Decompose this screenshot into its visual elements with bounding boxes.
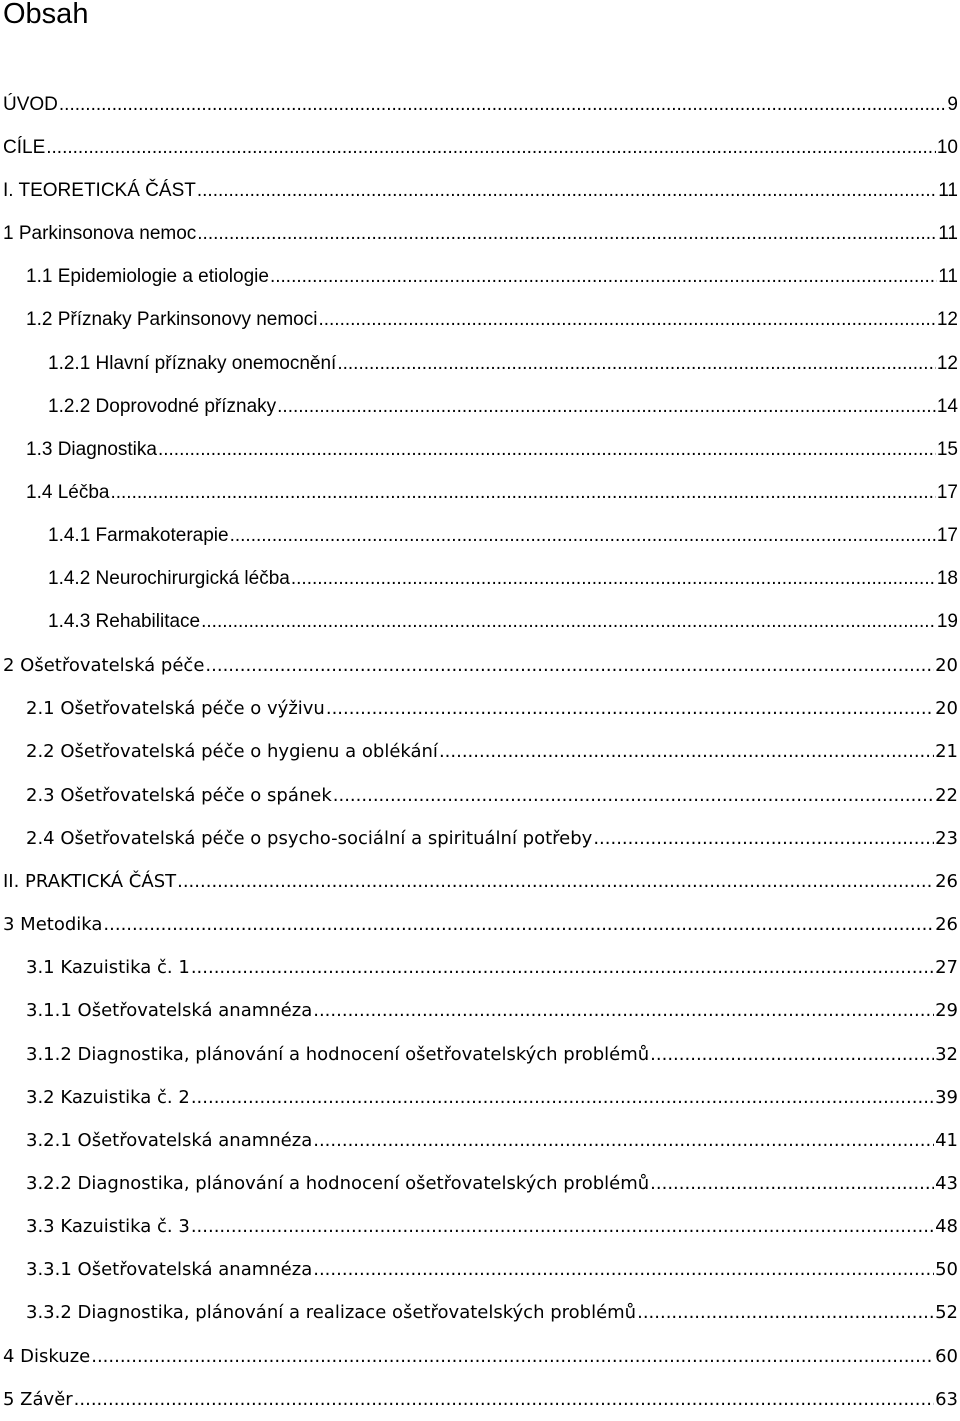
toc-entry-label: 1.2.2 Doprovodné příznaky [48, 395, 277, 417]
toc-entry[interactable] [0, 1291, 960, 1334]
toc-dot-leader [439, 741, 934, 762]
toc-dot-leader [59, 94, 947, 116]
toc-entry-page-number: 32 [935, 1043, 958, 1065]
toc-entry-page-number: 43 [935, 1172, 958, 1194]
toc-entry[interactable] [0, 687, 960, 730]
toc-entry-label: 3.3.2 Diagnostika, plánování a realizace ošetřovatelských problémů [26, 1302, 637, 1324]
toc-entry[interactable] [0, 989, 960, 1032]
toc-entry-page-number: 27 [935, 957, 958, 979]
toc-entry-label: 2.3 Ošetřovatelská péče o spánek [26, 784, 332, 806]
toc-entry-page-number: 10 [936, 136, 958, 158]
toc-entry[interactable] [0, 1335, 960, 1378]
toc-dot-leader [91, 1346, 934, 1367]
toc-entry-label: 3.3 Kazuistika č. 3 [26, 1216, 190, 1238]
toc-entry-label: 3.1.1 Ošetřovatelská anamnéza [26, 1000, 313, 1022]
toc-dot-leader [46, 137, 936, 159]
toc-entry-page-number: 12 [936, 309, 958, 331]
toc-entry-label: 4 Diskuze [3, 1345, 91, 1367]
toc-entry[interactable] [0, 946, 960, 989]
toc-entry[interactable] [0, 558, 960, 601]
toc-dot-leader [191, 957, 934, 978]
toc-entry-page-number: 23 [935, 827, 958, 849]
toc-dot-leader [201, 611, 936, 633]
toc-entry-page-number: 22 [935, 784, 958, 806]
toc-entry-page-number: 63 [935, 1388, 958, 1410]
toc-entry[interactable] [0, 83, 960, 126]
toc-entry[interactable] [0, 515, 960, 558]
toc-entry-label: 3.2.2 Diagnostika, plánování a hodnocení ošetřovatelských problémů [26, 1172, 650, 1194]
toc-entry-label: 1.1 Epidemiologie a etiologie [26, 266, 269, 288]
toc-entry[interactable] [0, 471, 960, 514]
toc-entry[interactable] [0, 1076, 960, 1119]
toc-entry-label: ÚVOD [3, 93, 58, 115]
toc-entry-page-number: 19 [936, 611, 958, 633]
toc-entry-page-number: 29 [935, 1000, 958, 1022]
toc-entry-page-number: 50 [935, 1259, 958, 1281]
toc-entry[interactable] [0, 385, 960, 428]
toc-entry-label: 3.2 Kazuistika č. 2 [26, 1086, 190, 1108]
toc-entry[interactable] [0, 342, 960, 385]
toc-entry-label: 2.1 Ošetřovatelská péče o výživu [26, 698, 325, 720]
toc-entry[interactable] [0, 644, 960, 687]
toc-entry-label: 1 Parkinsonova nemoc [3, 223, 197, 245]
toc-dot-leader [191, 1087, 934, 1108]
toc-entry-page-number: 9 [947, 93, 958, 115]
toc-entry-page-number: 12 [936, 352, 958, 374]
toc-entry[interactable] [0, 817, 960, 860]
toc-dot-leader [291, 568, 936, 590]
toc-entry-label: 1.3 Diagnostika [26, 438, 157, 460]
toc-dot-leader [637, 1302, 934, 1323]
toc-entry-page-number: 48 [935, 1216, 958, 1238]
toc-dot-leader [650, 1173, 934, 1194]
toc-dot-leader [277, 396, 936, 418]
toc-entry[interactable] [0, 903, 960, 946]
toc-entry-label: 1.4.1 Farmakoterapie [48, 525, 229, 547]
toc-entry-label: 3.1 Kazuistika č. 1 [26, 957, 190, 979]
toc-entry[interactable] [0, 1119, 960, 1162]
toc-entry[interactable] [0, 1378, 960, 1421]
toc-entry[interactable] [0, 730, 960, 773]
toc-entry-page-number: 14 [936, 395, 958, 417]
toc-entry-page-number: 41 [935, 1129, 958, 1151]
page-title: Obsah [3, 0, 89, 30]
toc-dot-leader [110, 482, 935, 504]
toc-entry-label: 2.2 Ošetřovatelská péče o hygienu a oblékání [26, 741, 438, 763]
toc-entry[interactable] [0, 1032, 960, 1075]
toc-entry[interactable] [0, 126, 960, 169]
toc-entry-page-number: 20 [935, 698, 958, 720]
toc-dot-leader [593, 828, 934, 849]
toc-entry-page-number: 52 [935, 1302, 958, 1324]
toc-entry[interactable] [0, 1162, 960, 1205]
toc-entry-label: 3.2.1 Ošetřovatelská anamnéza [26, 1129, 313, 1151]
toc-dot-leader [197, 223, 937, 245]
toc-entry[interactable] [0, 1248, 960, 1291]
toc-entry-label: 2 Ošetřovatelská péče [3, 655, 205, 677]
toc-entry-label: 3.1.2 Diagnostika, plánování a hodnocení ošetřovatelských problémů [26, 1043, 650, 1065]
toc-dot-leader [74, 1389, 934, 1410]
toc-entry-label: CÍLE [3, 136, 46, 158]
toc-entry-label: I. TEORETICKÁ ČÁST [3, 179, 196, 201]
toc-entry-page-number: 18 [936, 568, 958, 590]
toc-entry[interactable] [0, 169, 960, 212]
toc-entry-page-number: 17 [936, 481, 958, 503]
toc-entry-label: 1.4.2 Neurochirurgická léčba [48, 568, 290, 590]
toc-entry-label: 3 Metodika [3, 914, 103, 936]
toc-dot-leader [313, 1259, 934, 1280]
toc-dot-leader [333, 785, 934, 806]
toc-dot-leader [650, 1044, 934, 1065]
toc-entry[interactable] [0, 1205, 960, 1248]
toc-dot-leader [197, 180, 937, 202]
toc-entry[interactable] [0, 428, 960, 471]
toc-dot-leader [326, 698, 934, 719]
toc-entry-label: 1.4 Léčba [26, 481, 110, 503]
toc-entry[interactable] [0, 256, 960, 299]
toc-entry-page-number: 15 [936, 438, 958, 460]
toc-entry-label: 2.4 Ošetřovatelská péče o psycho-sociální a spirituální potřeby [26, 827, 593, 849]
toc-entry-label: 1.2 Příznaky Parkinsonovy nemoci [26, 309, 318, 331]
toc-entry-page-number: 21 [935, 741, 958, 763]
toc-entry[interactable] [0, 299, 960, 342]
toc-entry-page-number: 17 [936, 525, 958, 547]
toc-entry-page-number: 11 [938, 223, 958, 245]
toc-entry[interactable] [0, 774, 960, 817]
toc-entry-label: II. PRAKTICKÁ ČÁST [3, 870, 177, 892]
toc-dot-leader [103, 914, 934, 935]
toc-dot-leader [158, 439, 936, 461]
toc-dot-leader [313, 1000, 934, 1021]
toc-entry-page-number: 20 [935, 655, 958, 677]
toc-dot-leader [313, 1130, 934, 1151]
toc-dot-leader [318, 309, 935, 331]
toc-entry-label: 5 Závěr [3, 1388, 73, 1410]
toc-dot-leader [230, 525, 936, 547]
toc-entry-page-number: 11 [938, 179, 958, 201]
table-of-contents [0, 83, 960, 1421]
toc-dot-leader [337, 353, 936, 375]
toc-entry-page-number: 11 [938, 266, 958, 288]
toc-entry-label: 3.3.1 Ošetřovatelská anamnéza [26, 1259, 313, 1281]
toc-entry-page-number: 26 [935, 870, 958, 892]
toc-entry-label: 1.2.1 Hlavní příznaky onemocnění [48, 352, 337, 374]
toc-dot-leader [177, 871, 934, 892]
toc-dot-leader [270, 266, 937, 288]
toc-entry-page-number: 60 [935, 1345, 958, 1367]
toc-entry[interactable] [0, 212, 960, 255]
toc-dot-leader [191, 1216, 934, 1237]
toc-dot-leader [205, 655, 934, 676]
toc-entry[interactable] [0, 601, 960, 644]
toc-entry-page-number: 39 [935, 1086, 958, 1108]
toc-entry-label: 1.4.3 Rehabilitace [48, 611, 201, 633]
toc-entry[interactable] [0, 860, 960, 903]
toc-entry-page-number: 26 [935, 914, 958, 936]
